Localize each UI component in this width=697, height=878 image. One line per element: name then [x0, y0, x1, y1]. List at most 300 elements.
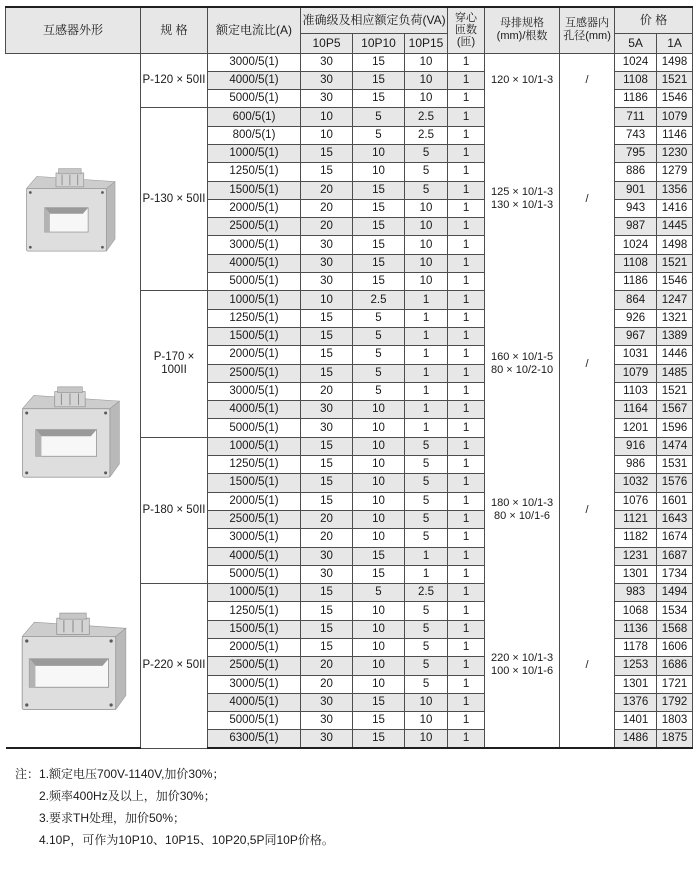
turns-cell: 1	[448, 291, 485, 309]
load-10p10-cell: 2.5	[353, 291, 405, 309]
load-10p10-cell: 15	[353, 712, 405, 730]
ratio-cell: 800/5(1)	[208, 126, 301, 144]
load-10p15-cell: 10	[405, 254, 448, 272]
load-10p5-cell: 20	[301, 181, 353, 199]
load-10p15-cell: 1	[405, 346, 448, 364]
turns-cell: 1	[448, 401, 485, 419]
price-5a-cell: 1486	[615, 730, 657, 748]
price-1a-cell: 1521	[657, 382, 693, 400]
price-1a-cell: 1521	[657, 71, 693, 89]
price-5a-cell: 1024	[615, 53, 657, 71]
turns-cell: 1	[448, 382, 485, 400]
ratio-cell: 5000/5(1)	[208, 419, 301, 437]
load-10p10-cell: 15	[353, 71, 405, 89]
price-1a-cell: 1546	[657, 273, 693, 291]
load-10p10-cell: 10	[353, 144, 405, 162]
load-10p10-cell: 10	[353, 510, 405, 528]
price-5a-cell: 943	[615, 199, 657, 217]
load-10p5-cell: 15	[301, 437, 353, 455]
price-5a-cell: 1068	[615, 602, 657, 620]
ratio-cell: 6300/5(1)	[208, 730, 301, 748]
inner-bore-cell: /	[560, 53, 615, 108]
load-10p10-cell: 5	[353, 309, 405, 327]
ratio-cell: 3000/5(1)	[208, 382, 301, 400]
ratio-cell: 3000/5(1)	[208, 53, 301, 71]
turns-cell: 1	[448, 346, 485, 364]
load-10p10-cell: 10	[353, 492, 405, 510]
price-5a-cell: 1376	[615, 693, 657, 711]
ratio-cell: 2500/5(1)	[208, 364, 301, 382]
load-10p5-cell: 30	[301, 712, 353, 730]
note-line-4: 4.10P，可作为10P10、10P15、10P20,5P同10P价格。	[39, 833, 334, 848]
ratio-cell: 2000/5(1)	[208, 639, 301, 657]
price-1a-cell: 1498	[657, 53, 693, 71]
price-5a-cell: 967	[615, 327, 657, 345]
price-1a-cell: 1474	[657, 437, 693, 455]
load-10p5-cell: 15	[301, 163, 353, 181]
load-10p10-cell: 15	[353, 90, 405, 108]
ratio-cell: 5000/5(1)	[208, 712, 301, 730]
price-5a-cell: 1121	[615, 510, 657, 528]
load-10p15-cell: 5	[405, 639, 448, 657]
load-10p10-cell: 15	[353, 181, 405, 199]
price-5a-cell: 1253	[615, 657, 657, 675]
load-10p10-cell: 15	[353, 236, 405, 254]
load-10p10-cell: 15	[353, 254, 405, 272]
note-text-1: 1.额定电压700V-1140V,加价30%；	[39, 767, 225, 782]
load-10p10-cell: 15	[353, 693, 405, 711]
load-10p5-cell: 15	[301, 364, 353, 382]
load-10p10-cell: 5	[353, 108, 405, 126]
load-10p5-cell: 15	[301, 474, 353, 492]
ratio-cell: 3000/5(1)	[208, 529, 301, 547]
ratio-cell: 2500/5(1)	[208, 218, 301, 236]
ratio-cell: 2000/5(1)	[208, 492, 301, 510]
header-turns-line2: 匝数	[455, 24, 478, 37]
table-header	[6, 7, 693, 53]
load-10p5-cell: 10	[301, 126, 353, 144]
current-transformer-photo-wide-icon	[10, 610, 134, 716]
load-10p5-cell: 10	[301, 291, 353, 309]
current-transformer-photo-medium-icon	[11, 384, 127, 483]
ratio-cell: 1250/5(1)	[208, 309, 301, 327]
load-10p15-cell: 5	[405, 529, 448, 547]
header-turns-line3: (匝)	[456, 36, 476, 49]
price-5a-cell: 886	[615, 163, 657, 181]
inner-bore-cell: /	[560, 291, 615, 437]
busbar-line: 100 × 10/1-6	[490, 665, 554, 678]
price-1a-cell: 1531	[657, 456, 693, 474]
header-10p10: 10P10	[353, 33, 405, 53]
busbar-spec-cell	[485, 291, 560, 437]
load-10p5-cell: 15	[301, 602, 353, 620]
busbar-spec-cell	[485, 584, 560, 749]
ratio-cell: 1250/5(1)	[208, 163, 301, 181]
ratio-cell: 4000/5(1)	[208, 693, 301, 711]
load-10p15-cell: 1	[405, 309, 448, 327]
note-line-2: 2.频率400Hz及以上，加价30%；	[39, 789, 216, 804]
current-transformer-photo-small-icon	[16, 166, 122, 256]
price-1a-cell: 1721	[657, 675, 693, 693]
load-10p10-cell: 10	[353, 456, 405, 474]
load-10p15-cell: 5	[405, 657, 448, 675]
table-body	[6, 53, 693, 748]
load-10p5-cell: 20	[301, 657, 353, 675]
load-10p10-cell: 5	[353, 126, 405, 144]
header-through-core-turns	[448, 7, 485, 53]
load-10p5-cell: 15	[301, 492, 353, 510]
price-1a-cell: 1389	[657, 327, 693, 345]
price-1a-cell: 1596	[657, 419, 693, 437]
price-1a-cell: 1687	[657, 547, 693, 565]
ct-spec-price-table	[5, 6, 693, 749]
load-10p15-cell: 10	[405, 236, 448, 254]
price-5a-cell: 795	[615, 144, 657, 162]
load-10p15-cell: 1	[405, 565, 448, 583]
ratio-cell: 600/5(1)	[208, 108, 301, 126]
load-10p10-cell: 10	[353, 437, 405, 455]
load-10p5-cell: 30	[301, 53, 353, 71]
load-10p5-cell: 30	[301, 273, 353, 291]
ratio-cell: 2500/5(1)	[208, 657, 301, 675]
load-10p15-cell: 1	[405, 291, 448, 309]
busbar-line: 130 × 10/1-3	[490, 199, 554, 212]
load-10p10-cell: 10	[353, 602, 405, 620]
load-10p10-cell: 10	[353, 657, 405, 675]
price-1a-cell: 1247	[657, 291, 693, 309]
price-1a-cell: 1792	[657, 693, 693, 711]
ratio-cell: 5000/5(1)	[208, 90, 301, 108]
load-10p5-cell: 30	[301, 254, 353, 272]
load-10p5-cell: 20	[301, 199, 353, 217]
load-10p5-cell: 20	[301, 675, 353, 693]
load-10p10-cell: 10	[353, 401, 405, 419]
load-10p5-cell: 30	[301, 90, 353, 108]
price-5a-cell: 1182	[615, 529, 657, 547]
price-1a-cell: 1416	[657, 199, 693, 217]
price-5a-cell: 1136	[615, 620, 657, 638]
ratio-cell: 1500/5(1)	[208, 181, 301, 199]
header-busbar-spec	[485, 7, 560, 53]
busbar-line: 180 × 10/1-3	[490, 497, 554, 510]
price-1a-cell: 1494	[657, 584, 693, 602]
turns-cell: 1	[448, 327, 485, 345]
price-1a-cell: 1445	[657, 218, 693, 236]
price-1a-cell: 1498	[657, 236, 693, 254]
turns-cell: 1	[448, 437, 485, 455]
ratio-cell: 4000/5(1)	[208, 71, 301, 89]
load-10p10-cell: 10	[353, 675, 405, 693]
load-10p15-cell: 1	[405, 419, 448, 437]
load-10p5-cell: 15	[301, 346, 353, 364]
ratio-cell: 4000/5(1)	[208, 401, 301, 419]
load-10p5-cell: 30	[301, 730, 353, 748]
ratio-cell: 2500/5(1)	[208, 510, 301, 528]
load-10p10-cell: 15	[353, 199, 405, 217]
load-10p5-cell: 20	[301, 382, 353, 400]
price-1a-cell: 1485	[657, 364, 693, 382]
spec-cell: P-170 × 100II	[141, 291, 208, 437]
price-5a-cell: 916	[615, 437, 657, 455]
ratio-cell: 2000/5(1)	[208, 199, 301, 217]
header-bore-line1: 互感器内	[565, 17, 610, 30]
turns-cell: 1	[448, 602, 485, 620]
load-10p15-cell: 2.5	[405, 108, 448, 126]
turns-cell: 1	[448, 90, 485, 108]
turns-cell: 1	[448, 657, 485, 675]
load-10p5-cell: 10	[301, 108, 353, 126]
ratio-cell: 5000/5(1)	[208, 273, 301, 291]
turns-cell: 1	[448, 730, 485, 748]
price-5a-cell: 1076	[615, 492, 657, 510]
ratio-cell: 2000/5(1)	[208, 346, 301, 364]
turns-cell: 1	[448, 474, 485, 492]
busbar-line: 80 × 10/2-10	[490, 364, 554, 377]
header-inner-bore	[560, 7, 615, 53]
load-10p10-cell: 10	[353, 474, 405, 492]
turns-cell: 1	[448, 584, 485, 602]
turns-cell: 1	[448, 547, 485, 565]
load-10p15-cell: 10	[405, 730, 448, 748]
price-5a-cell: 1301	[615, 675, 657, 693]
price-1a-cell: 1079	[657, 108, 693, 126]
header-transformer-shape: 互感器外形	[6, 7, 141, 53]
notes	[15, 763, 692, 851]
turns-cell: 1	[448, 144, 485, 162]
price-1a-cell: 1686	[657, 657, 693, 675]
price-5a-cell: 1079	[615, 364, 657, 382]
load-10p5-cell: 30	[301, 547, 353, 565]
header-turns-line1: 穿心	[455, 12, 478, 25]
load-10p5-cell: 20	[301, 529, 353, 547]
ratio-cell: 1000/5(1)	[208, 584, 301, 602]
price-1a-cell: 1446	[657, 346, 693, 364]
price-1a-cell: 1643	[657, 510, 693, 528]
load-10p15-cell: 5	[405, 675, 448, 693]
price-5a-cell: 901	[615, 181, 657, 199]
header-bore-line2: 孔径(mm)	[563, 30, 611, 43]
price-1a-cell: 1568	[657, 620, 693, 638]
price-1a-cell: 1606	[657, 639, 693, 657]
load-10p15-cell: 5	[405, 456, 448, 474]
price-5a-cell: 1108	[615, 71, 657, 89]
load-10p15-cell: 5	[405, 437, 448, 455]
ratio-cell: 1000/5(1)	[208, 144, 301, 162]
load-10p15-cell: 5	[405, 492, 448, 510]
price-5a-cell: 864	[615, 291, 657, 309]
busbar-line: 220 × 10/1-3	[490, 652, 554, 665]
load-10p5-cell: 20	[301, 218, 353, 236]
load-10p5-cell: 30	[301, 401, 353, 419]
turns-cell: 1	[448, 492, 485, 510]
turns-cell: 1	[448, 456, 485, 474]
price-5a-cell: 987	[615, 218, 657, 236]
load-10p15-cell: 5	[405, 163, 448, 181]
load-10p5-cell: 20	[301, 510, 353, 528]
busbar-spec-cell	[485, 437, 560, 583]
price-1a-cell: 1674	[657, 529, 693, 547]
turns-cell: 1	[448, 620, 485, 638]
load-10p10-cell: 15	[353, 53, 405, 71]
turns-cell: 1	[448, 364, 485, 382]
load-10p5-cell: 15	[301, 456, 353, 474]
price-5a-cell: 1031	[615, 346, 657, 364]
header-1a: 1A	[657, 33, 693, 53]
ratio-cell: 3000/5(1)	[208, 675, 301, 693]
busbar-line: 120 × 10/1-3	[490, 74, 554, 87]
transformer-photos-cell	[6, 53, 141, 748]
price-5a-cell: 711	[615, 108, 657, 126]
load-10p10-cell: 10	[353, 419, 405, 437]
header-busbar-line1: 母排规格	[500, 17, 545, 30]
turns-cell: 1	[448, 218, 485, 236]
price-5a-cell: 1301	[615, 565, 657, 583]
load-10p5-cell: 15	[301, 639, 353, 657]
price-5a-cell: 926	[615, 309, 657, 327]
load-10p15-cell: 10	[405, 273, 448, 291]
load-10p5-cell: 15	[301, 620, 353, 638]
header-10p5: 10P5	[301, 33, 353, 53]
inner-bore-cell: /	[560, 437, 615, 583]
header-10p15: 10P15	[405, 33, 448, 53]
load-10p5-cell: 15	[301, 144, 353, 162]
price-1a-cell: 1146	[657, 126, 693, 144]
load-10p15-cell: 10	[405, 218, 448, 236]
ratio-cell: 1000/5(1)	[208, 437, 301, 455]
header-5a: 5A	[615, 33, 657, 53]
ratio-cell: 1500/5(1)	[208, 620, 301, 638]
busbar-spec-cell	[485, 53, 560, 108]
price-5a-cell: 1401	[615, 712, 657, 730]
load-10p15-cell: 10	[405, 199, 448, 217]
price-1a-cell: 1356	[657, 181, 693, 199]
load-10p15-cell: 5	[405, 510, 448, 528]
price-5a-cell: 1108	[615, 254, 657, 272]
load-10p10-cell: 5	[353, 382, 405, 400]
load-10p5-cell: 15	[301, 309, 353, 327]
load-10p15-cell: 1	[405, 547, 448, 565]
price-5a-cell: 983	[615, 584, 657, 602]
ratio-cell: 3000/5(1)	[208, 236, 301, 254]
load-10p10-cell: 5	[353, 584, 405, 602]
turns-cell: 1	[448, 53, 485, 71]
inner-bore-cell: /	[560, 584, 615, 749]
header-price: 价 格	[615, 7, 693, 33]
load-10p10-cell: 15	[353, 273, 405, 291]
spec-cell: P-220 × 50II	[141, 584, 208, 749]
turns-cell: 1	[448, 236, 485, 254]
price-5a-cell: 1032	[615, 474, 657, 492]
price-5a-cell: 986	[615, 456, 657, 474]
price-1a-cell: 1230	[657, 144, 693, 162]
load-10p15-cell: 1	[405, 364, 448, 382]
price-1a-cell: 1875	[657, 730, 693, 748]
busbar-line: 125 × 10/1-3	[490, 186, 554, 199]
load-10p15-cell: 10	[405, 90, 448, 108]
price-5a-cell: 1178	[615, 639, 657, 657]
turns-cell: 1	[448, 419, 485, 437]
table-row	[6, 53, 693, 71]
price-1a-cell: 1567	[657, 401, 693, 419]
ratio-cell: 1000/5(1)	[208, 291, 301, 309]
load-10p15-cell: 2.5	[405, 126, 448, 144]
header-accuracy-load: 准确级及相应额定负荷(VA)	[301, 7, 448, 33]
turns-cell: 1	[448, 126, 485, 144]
load-10p15-cell: 5	[405, 474, 448, 492]
turns-cell: 1	[448, 712, 485, 730]
load-10p15-cell: 1	[405, 327, 448, 345]
price-5a-cell: 1024	[615, 236, 657, 254]
load-10p15-cell: 5	[405, 181, 448, 199]
price-1a-cell: 1601	[657, 492, 693, 510]
price-1a-cell: 1279	[657, 163, 693, 181]
load-10p10-cell: 10	[353, 620, 405, 638]
turns-cell: 1	[448, 108, 485, 126]
turns-cell: 1	[448, 693, 485, 711]
load-10p15-cell: 10	[405, 712, 448, 730]
load-10p15-cell: 2.5	[405, 584, 448, 602]
header-rated-current-ratio: 额定电流比(A)	[208, 7, 301, 53]
load-10p10-cell: 5	[353, 327, 405, 345]
load-10p10-cell: 15	[353, 547, 405, 565]
spec-cell: P-180 × 50II	[141, 437, 208, 583]
price-5a-cell: 1231	[615, 547, 657, 565]
load-10p10-cell: 15	[353, 218, 405, 236]
price-5a-cell: 1103	[615, 382, 657, 400]
turns-cell: 1	[448, 510, 485, 528]
load-10p15-cell: 5	[405, 602, 448, 620]
load-10p10-cell: 10	[353, 529, 405, 547]
inner-bore-cell: /	[560, 108, 615, 291]
turns-cell: 1	[448, 71, 485, 89]
load-10p10-cell: 15	[353, 565, 405, 583]
load-10p10-cell: 10	[353, 639, 405, 657]
turns-cell: 1	[448, 675, 485, 693]
price-5a-cell: 743	[615, 126, 657, 144]
turns-cell: 1	[448, 639, 485, 657]
price-1a-cell: 1734	[657, 565, 693, 583]
ratio-cell: 5000/5(1)	[208, 565, 301, 583]
note-line-3: 3.要求TH处理，加价50%；	[39, 811, 186, 826]
price-1a-cell: 1321	[657, 309, 693, 327]
price-5a-cell: 1201	[615, 419, 657, 437]
turns-cell: 1	[448, 309, 485, 327]
ratio-cell: 1500/5(1)	[208, 474, 301, 492]
load-10p10-cell: 5	[353, 364, 405, 382]
load-10p15-cell: 1	[405, 401, 448, 419]
load-10p10-cell: 5	[353, 346, 405, 364]
load-10p5-cell: 15	[301, 327, 353, 345]
ratio-cell: 1500/5(1)	[208, 327, 301, 345]
price-1a-cell: 1534	[657, 602, 693, 620]
load-10p15-cell: 10	[405, 71, 448, 89]
turns-cell: 1	[448, 254, 485, 272]
load-10p10-cell: 10	[353, 163, 405, 181]
notes-prefix: 注：	[15, 767, 40, 782]
load-10p15-cell: 1	[405, 382, 448, 400]
header-busbar-line2: (mm)/根数	[496, 30, 548, 43]
turns-cell: 1	[448, 273, 485, 291]
load-10p5-cell: 30	[301, 419, 353, 437]
load-10p5-cell: 15	[301, 584, 353, 602]
busbar-line: 80 × 10/1-6	[494, 510, 551, 523]
ratio-cell: 1250/5(1)	[208, 602, 301, 620]
busbar-line: 160 × 10/1-5	[490, 351, 554, 364]
load-10p15-cell: 10	[405, 53, 448, 71]
load-10p15-cell: 5	[405, 620, 448, 638]
busbar-spec-cell	[485, 108, 560, 291]
turns-cell: 1	[448, 529, 485, 547]
